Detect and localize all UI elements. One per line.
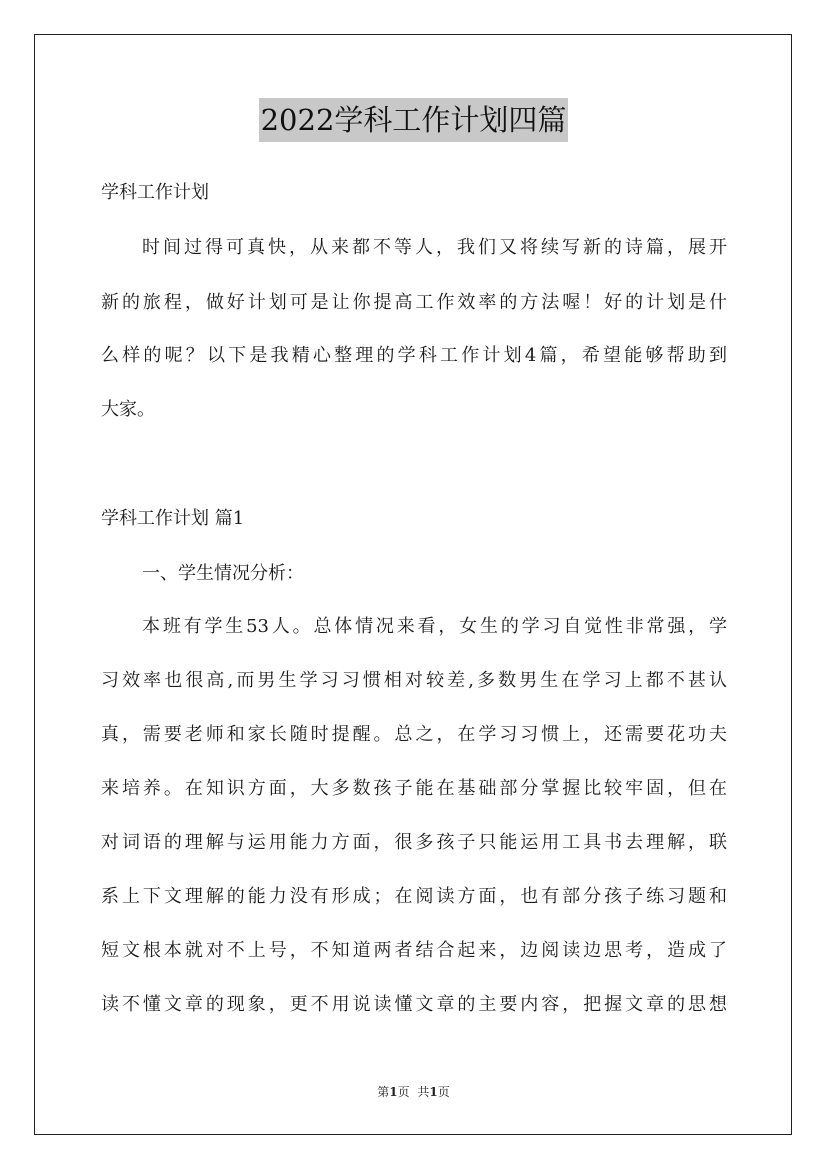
- body-line: 短文根本就对不上号，不知道两者结合起来，边阅读边思考，造成了: [101, 940, 727, 961]
- body-line: 本班有学生53人。总体情况来看，女生的学习自觉性非常强，学: [142, 616, 727, 637]
- section-label: 学科工作计划: [101, 182, 209, 203]
- body-line: 读不懂文章的现象，更不用说读懂文章的主要内容，把握文章的思想: [101, 994, 727, 1015]
- title-container: [0, 98, 827, 142]
- chapter-heading: 学科工作计划 篇1: [101, 508, 245, 529]
- page-footer: [0, 1083, 827, 1100]
- body-line: 系上下文理解的能力没有形成；在阅读方面，也有部分孩子练习题和: [101, 886, 727, 907]
- subheading: 一、学生情况分析：: [142, 563, 304, 584]
- body-line: 来培养。在知识方面，大多数孩子能在基础部分掌握比较牢固，但在: [101, 778, 727, 799]
- body-line: 习效率也很高,而男生学习习惯相对较差,多数男生在学习上都不甚认: [101, 670, 727, 691]
- intro-line: 新的旅程，做好计划可是让你提高工作效率的方法喔！好的计划是什: [101, 292, 727, 313]
- footer-total-prefix: 共: [417, 1085, 430, 1099]
- intro-line: 么样的呢？以下是我精心整理的学科工作计划4篇，希望能够帮助到: [101, 345, 727, 366]
- footer-total-suffix: 页: [437, 1085, 450, 1099]
- footer-total-number: 1: [429, 1085, 438, 1099]
- intro-line: 时间过得可真快，从来都不等人，我们又将续写新的诗篇，展开: [142, 237, 727, 258]
- footer-page-prefix: 第: [377, 1085, 390, 1099]
- intro-line: 大家。: [101, 399, 155, 420]
- body-line: 真，需要老师和家长随时提醒。总之，在学习习惯上，还需要花功夫: [101, 724, 727, 745]
- footer-page-number: 1: [389, 1085, 398, 1099]
- body-line: 对词语的理解与运用能力方面，很多孩子只能运用工具书去理解，联: [101, 832, 727, 853]
- document-title: 2022学科工作计划四篇: [259, 98, 569, 142]
- footer-page-suffix: 页: [397, 1085, 410, 1099]
